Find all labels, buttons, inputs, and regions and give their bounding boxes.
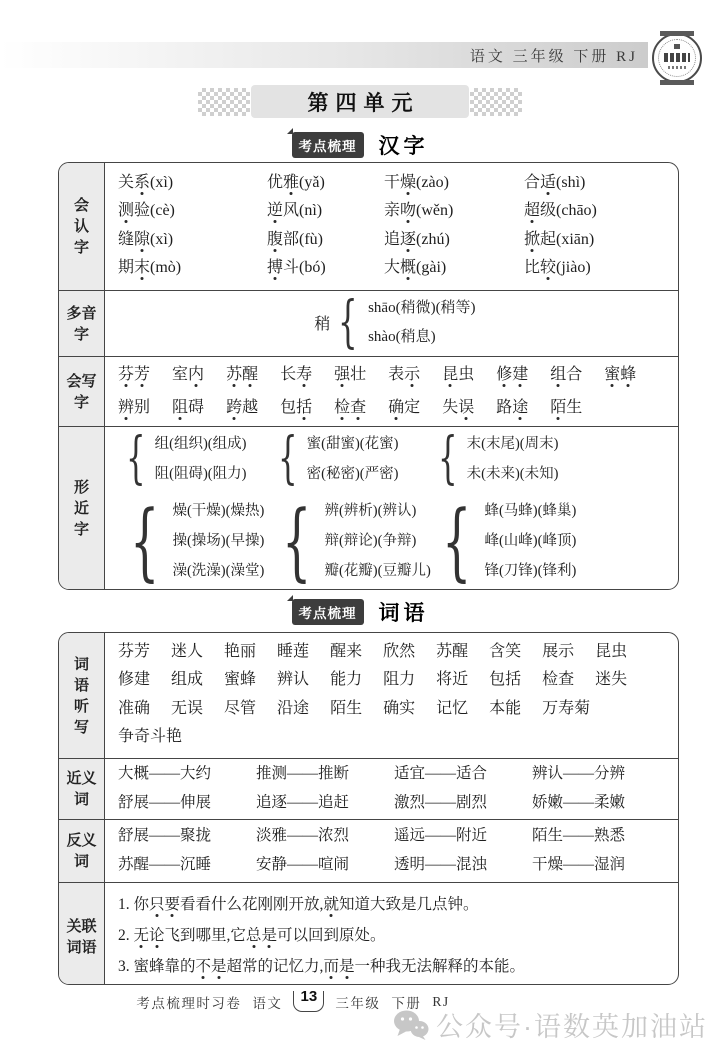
word-item: 艳丽 bbox=[224, 642, 257, 660]
checker-pattern-right bbox=[470, 88, 522, 116]
keypoints-badge: 考点梳理 bbox=[292, 132, 364, 158]
word-item: 辨认——分辨 bbox=[532, 765, 626, 782]
word-item: 包括 bbox=[280, 398, 313, 416]
word-item: 组合 bbox=[550, 365, 583, 383]
row-label: 会写 字 bbox=[59, 357, 105, 426]
word-item: 蜜蜂 bbox=[224, 671, 257, 688]
word-item: 争奇斗艳 bbox=[118, 728, 183, 745]
word-item: { bbox=[338, 291, 359, 355]
word-item: 检查 bbox=[542, 671, 575, 688]
word-item: 亲吻(wěn) bbox=[384, 202, 454, 219]
word-item: 推测——推断 bbox=[256, 765, 350, 782]
word-item: 测验(cè) bbox=[118, 202, 175, 219]
word-item: 芬芳 bbox=[118, 642, 151, 660]
word-item: 阻力 bbox=[383, 671, 416, 688]
row-label: 关联 词语 bbox=[59, 883, 105, 985]
word-item: 跨越 bbox=[226, 398, 259, 416]
word-item: 本能 bbox=[489, 699, 522, 717]
table-row-fanyi bbox=[59, 820, 678, 883]
word-item: 激烈——剧烈 bbox=[394, 794, 488, 811]
word-item: 无误 bbox=[171, 699, 204, 717]
table-row-renzi bbox=[59, 163, 678, 291]
word-item: 安静——喧闹 bbox=[256, 856, 350, 873]
table-row-tingxie bbox=[59, 633, 678, 759]
row-label: 多音 字 bbox=[59, 291, 105, 356]
row-label: 词 语 听 写 bbox=[59, 633, 105, 758]
word-item: 优雅(yǎ) bbox=[267, 173, 325, 191]
word-item: 修建 bbox=[118, 671, 151, 688]
footer-series: 考点梳理时习卷 bbox=[136, 995, 242, 1011]
row-label: 反义 词 bbox=[59, 820, 105, 882]
word-item: 苏醒 bbox=[226, 365, 259, 383]
word-item: 迷失 bbox=[595, 671, 628, 688]
word-item: 掀起(xiān) bbox=[524, 230, 595, 248]
word-item: 陌生——熟悉 bbox=[532, 827, 626, 844]
word-item: 准确 bbox=[118, 699, 151, 717]
word-item: 追逐(zhú) bbox=[384, 230, 450, 248]
word-item: { bbox=[278, 427, 298, 491]
word-item: 尽管 bbox=[224, 699, 257, 717]
wechat-icon bbox=[393, 1009, 429, 1041]
publisher-seal-logo bbox=[652, 33, 702, 83]
word-item: 搏斗(bó) bbox=[267, 259, 326, 276]
table-row-guanlian bbox=[59, 883, 678, 985]
word-item: 期末(mò) bbox=[118, 259, 182, 276]
word-item: 欣然 bbox=[383, 642, 416, 660]
row-label: 会 认 字 bbox=[59, 163, 105, 290]
unit-banner bbox=[0, 85, 720, 118]
sentence: 3. 蜜蜂靠的不是超常的记忆力,而是一种我无法解释的本能。 bbox=[118, 958, 525, 975]
word-item: 确定 bbox=[388, 398, 421, 416]
word-item: 腹部(fù) bbox=[267, 230, 324, 248]
sentence: 1. 你只要看看什么花刚刚开放,就知道大致是几点钟。 bbox=[118, 896, 479, 913]
footer-subject: 语文 bbox=[252, 995, 283, 1011]
word-item: 沿途 bbox=[277, 699, 310, 717]
word-item: { bbox=[438, 427, 458, 491]
word-item: 万寿菊 bbox=[542, 699, 591, 717]
section-header-ciyu bbox=[0, 597, 720, 627]
word-item: 将近 bbox=[436, 671, 469, 688]
word-item: 苏醒——沉睡 bbox=[118, 856, 212, 873]
header-band bbox=[0, 42, 648, 68]
word-item: 长寿 bbox=[280, 365, 313, 383]
word-item: 失误 bbox=[442, 398, 475, 416]
page-number-book-icon bbox=[293, 988, 324, 1012]
word-item: 关系(xì) bbox=[118, 173, 174, 191]
word-item: 展示 bbox=[542, 642, 575, 660]
footer-grade: 三年级 bbox=[335, 995, 381, 1011]
footer-volume: 下册 bbox=[391, 995, 422, 1011]
word-item: { bbox=[126, 427, 146, 491]
seal-ribbon-top bbox=[660, 31, 694, 36]
row-content bbox=[105, 883, 678, 985]
checker-pattern-left bbox=[198, 88, 250, 116]
word-item: 舒展——聚拢 bbox=[118, 827, 212, 844]
keypoints-badge: 考点梳理 bbox=[292, 599, 364, 625]
watermark-text: 公众号·语数英加油站 bbox=[436, 1012, 708, 1042]
row-label: 形 近 字 bbox=[59, 427, 105, 590]
word-item: 干燥(zào) bbox=[384, 173, 449, 191]
word-item: 陌生 bbox=[550, 398, 583, 416]
word-item: 记忆 bbox=[436, 699, 469, 717]
word-item: 遥远——附近 bbox=[394, 827, 488, 844]
footer-edition: RJ bbox=[432, 993, 450, 1009]
word-item: 苏醒 bbox=[436, 642, 469, 660]
word-item: 淡雅——浓烈 bbox=[256, 827, 350, 844]
word-item: 追逐——追赶 bbox=[256, 794, 350, 811]
word-item: 缝隙(xì) bbox=[118, 230, 174, 248]
sentence: 2. 无论飞到哪里,它总是可以回到原处。 bbox=[118, 927, 386, 944]
word-item: 睡莲 bbox=[277, 642, 310, 660]
word-item: 适宜——适合 bbox=[394, 765, 488, 782]
page-number: 13 bbox=[300, 988, 318, 1005]
section-title-hanzi: 汉字 bbox=[378, 135, 429, 158]
word-item: 修建 bbox=[496, 365, 529, 383]
word-item: 组成 bbox=[171, 671, 204, 688]
word-item: { bbox=[130, 492, 160, 590]
word-item: 检查 bbox=[334, 398, 367, 416]
word-item: 透明——混浊 bbox=[394, 856, 488, 873]
word-item: 路途 bbox=[496, 398, 529, 416]
word-item: 确实 bbox=[383, 699, 416, 717]
word-item: 包括 bbox=[489, 671, 522, 688]
edition-label: 语文 三年级 下册 RJ bbox=[469, 48, 638, 65]
table-row-xingjin bbox=[59, 427, 678, 590]
word-item: 迷人 bbox=[171, 642, 204, 660]
word-item: 强壮 bbox=[334, 365, 367, 383]
word-item: { bbox=[282, 492, 312, 590]
row-content bbox=[105, 357, 678, 426]
word-item: 大概(gài) bbox=[384, 259, 447, 276]
word-item: 昆虫 bbox=[442, 365, 475, 383]
word-item: 陌生 bbox=[330, 699, 363, 717]
word-item: 娇嫩——柔嫩 bbox=[532, 794, 626, 811]
table-row-xiezi bbox=[59, 357, 678, 427]
word-item: 阻碍 bbox=[172, 398, 205, 416]
word-item: 表示 bbox=[388, 365, 421, 383]
row-content bbox=[105, 163, 678, 290]
hanzi-table bbox=[58, 162, 679, 590]
section-title-ciyu: 词语 bbox=[378, 602, 429, 625]
word-item: 辨别 bbox=[118, 398, 151, 416]
word-item: 逆风(nì) bbox=[267, 202, 323, 219]
watermark bbox=[393, 1005, 708, 1044]
word-item: 能力 bbox=[330, 671, 363, 688]
word-item: 含笑 bbox=[489, 642, 522, 660]
word-item: 室内 bbox=[172, 365, 205, 383]
word-item: 干燥——湿润 bbox=[532, 856, 626, 873]
row-content bbox=[105, 633, 678, 758]
row-label: 近义 词 bbox=[59, 759, 105, 819]
table-row-duoyin bbox=[59, 291, 678, 357]
row-content bbox=[105, 759, 678, 819]
word-item: 超级(chāo) bbox=[524, 202, 597, 219]
row-content: { 组(组织)(组成) 阻(阻碍)(阻力) { 燥(干燥)(燥热) 操(操场)(早操) 澡(洗澡)(澡堂) { 蜜(甜蜜)(花蜜) 密(秘密)(严密) { 辨(辨析)(辨认) 辩(辩论)(争辩) 瓣(花瓣)(豆瓣儿) { 末(末尾)(周末) 未(未来)(未知) { 蜂(马蜂)(蜂巢) 峰(山峰)(峰顶) 锋(刀锋)(锋利) bbox=[126, 427, 577, 590]
word-item: { bbox=[442, 492, 472, 590]
unit-title: 第四单元 bbox=[307, 90, 420, 115]
word-item: 舒展——伸展 bbox=[118, 794, 212, 811]
word-item: 醒来 bbox=[330, 642, 363, 660]
word-item: 大概——大约 bbox=[118, 765, 212, 782]
word-item: 比较(jiào) bbox=[524, 259, 591, 276]
word-item: 蜜蜂 bbox=[604, 365, 637, 383]
word-item: 稍 bbox=[314, 316, 331, 333]
section-header-hanzi bbox=[0, 130, 720, 160]
table-row-jinyi bbox=[59, 759, 678, 820]
word-item: 芬芳 bbox=[118, 365, 151, 383]
word-item: 合适(shì) bbox=[524, 173, 586, 191]
ciyu-table bbox=[58, 632, 679, 985]
row-content bbox=[105, 820, 678, 882]
word-item: 辨认 bbox=[277, 671, 310, 688]
word-item: 昆虫 bbox=[595, 642, 628, 660]
row-content: 稍 { shāo(稍微)(稍等) shào(稍息) bbox=[314, 291, 476, 355]
